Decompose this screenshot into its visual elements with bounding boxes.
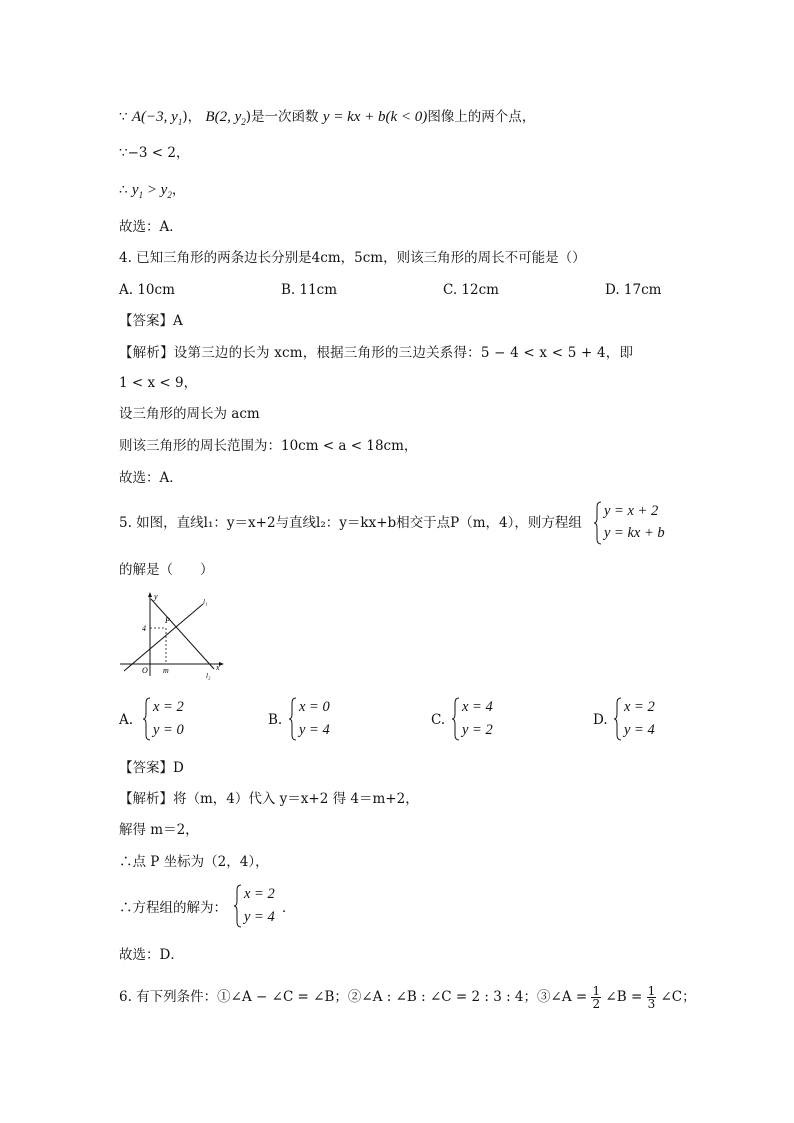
- brace-icon: [234, 884, 242, 928]
- q5-solution-end: ．: [282, 900, 296, 916]
- q5-option-c-system: x = 4 y = 2: [452, 697, 532, 741]
- q3-line-2: ∵−3 < 2，: [119, 145, 190, 161]
- q5-analysis-4: ∴方程组的解为：: [119, 900, 227, 916]
- q4-option-d: D. 17cm: [605, 282, 662, 298]
- line-l1: [124, 604, 203, 671]
- fraction-half: $\frac{1}{2}$: [592, 984, 601, 1011]
- q5-answer: 【答案】D: [119, 760, 184, 776]
- brace-icon: [143, 697, 151, 741]
- label-m: m: [163, 666, 169, 675]
- brace-icon: [594, 501, 602, 545]
- q5-option-b-letter: B.: [268, 712, 283, 728]
- fraction-third: $\frac{1}{3}$: [647, 984, 656, 1011]
- q5-option-d-system: x = 2 y = 4: [614, 697, 694, 741]
- y-axis-arrow: [148, 592, 152, 597]
- q4-stem: 4. 已知三角形的两条边长分别是4cm，5cm，则该三角形的周长不可能是（）: [119, 250, 586, 266]
- point-a: A(−3, $y_1$: [131, 109, 183, 127]
- q3-line-3: ∴ $y_1 > y_2$，: [119, 182, 186, 200]
- label-p: P: [165, 616, 170, 625]
- q5-system-eq1: y = x + 2: [604, 503, 659, 519]
- x-axis-arrow: [219, 662, 224, 666]
- label-y: y: [154, 592, 158, 601]
- q5-choose: 故选：D．: [119, 947, 184, 963]
- q6-stem: 6. 有下列条件：①∠A − ∠C = ∠B；②∠A : ∠B : ∠C = 2 : 3 : 4；③∠A = $\frac{1}{2}$ ∠B = $\frac{1}{3}$ ∠C；: [119, 984, 696, 1011]
- line-l2: [151, 599, 214, 669]
- q5-stem: 5. 如图，直线l₁：y＝x+2与直线l₂：y＝kx+b相交于点P（m，4），则方程组: [119, 515, 582, 531]
- point-b: B(2, $y_2$: [205, 109, 246, 127]
- brace-icon: [289, 697, 297, 741]
- q4-option-b: B. 11cm: [281, 282, 338, 298]
- brace-icon: [452, 697, 460, 741]
- q4-analysis-4: 则该三角形的周长范围为：10cm < a < 18cm，: [119, 438, 418, 454]
- q5-system-eq2: y = kx + b: [604, 525, 665, 541]
- q4-analysis-1: 【解析】设第三边的长为 xcm，根据三角形的三边关系得：5 − 4 < x < 5 + 4，即: [119, 345, 634, 361]
- q5-analysis-3: ∴点 P 坐标为（2，4），: [119, 854, 269, 870]
- q4-analysis-2: 1 < x < 9，: [119, 375, 198, 391]
- q5-option-a-letter: A.: [119, 712, 134, 728]
- q4-option-c: C. 12cm: [443, 282, 499, 298]
- q4-choose: 故选：A．: [119, 470, 183, 486]
- q5-analysis-2: 解得 m＝2，: [119, 822, 199, 838]
- q5-stem-tail: 的解是（ ）: [119, 562, 214, 578]
- q5-option-a-system: x = 2 y = 0: [143, 697, 223, 741]
- q5-option-c-letter: C.: [431, 712, 446, 728]
- label-x: x: [216, 663, 220, 672]
- q5-option-b-system: x = 0 y = 4: [289, 697, 369, 741]
- q5-analysis-1: 【解析】将（m，4）代入 y＝x+2 得 4＝m+2，: [119, 791, 419, 807]
- q4-answer: 【答案】A: [119, 313, 183, 329]
- label-l2: l₂: [206, 672, 211, 680]
- q4-analysis-3: 设三角形的周长为 acm: [119, 406, 260, 422]
- q3-line-1: ∵ A(−3, $y_1$)， B(2, $y_2$)是一次函数 y = kx + b(k < 0)图像上的两个点，: [119, 109, 536, 127]
- label-o: O: [142, 666, 148, 675]
- linear-function: y = kx + b(k < 0): [322, 109, 428, 125]
- label-4: 4: [142, 624, 146, 633]
- label-l1: l₁: [203, 598, 208, 606]
- q5-solution-system: x = 2 y = 4: [234, 884, 304, 928]
- brace-icon: [614, 697, 622, 741]
- q5-option-d-letter: D.: [593, 712, 608, 728]
- q5-equation-system: [594, 501, 684, 545]
- q3-choose: 故选：A．: [119, 219, 183, 235]
- q4-option-a: A. 10cm: [119, 282, 175, 298]
- q5-graph-figure: [118, 590, 228, 680]
